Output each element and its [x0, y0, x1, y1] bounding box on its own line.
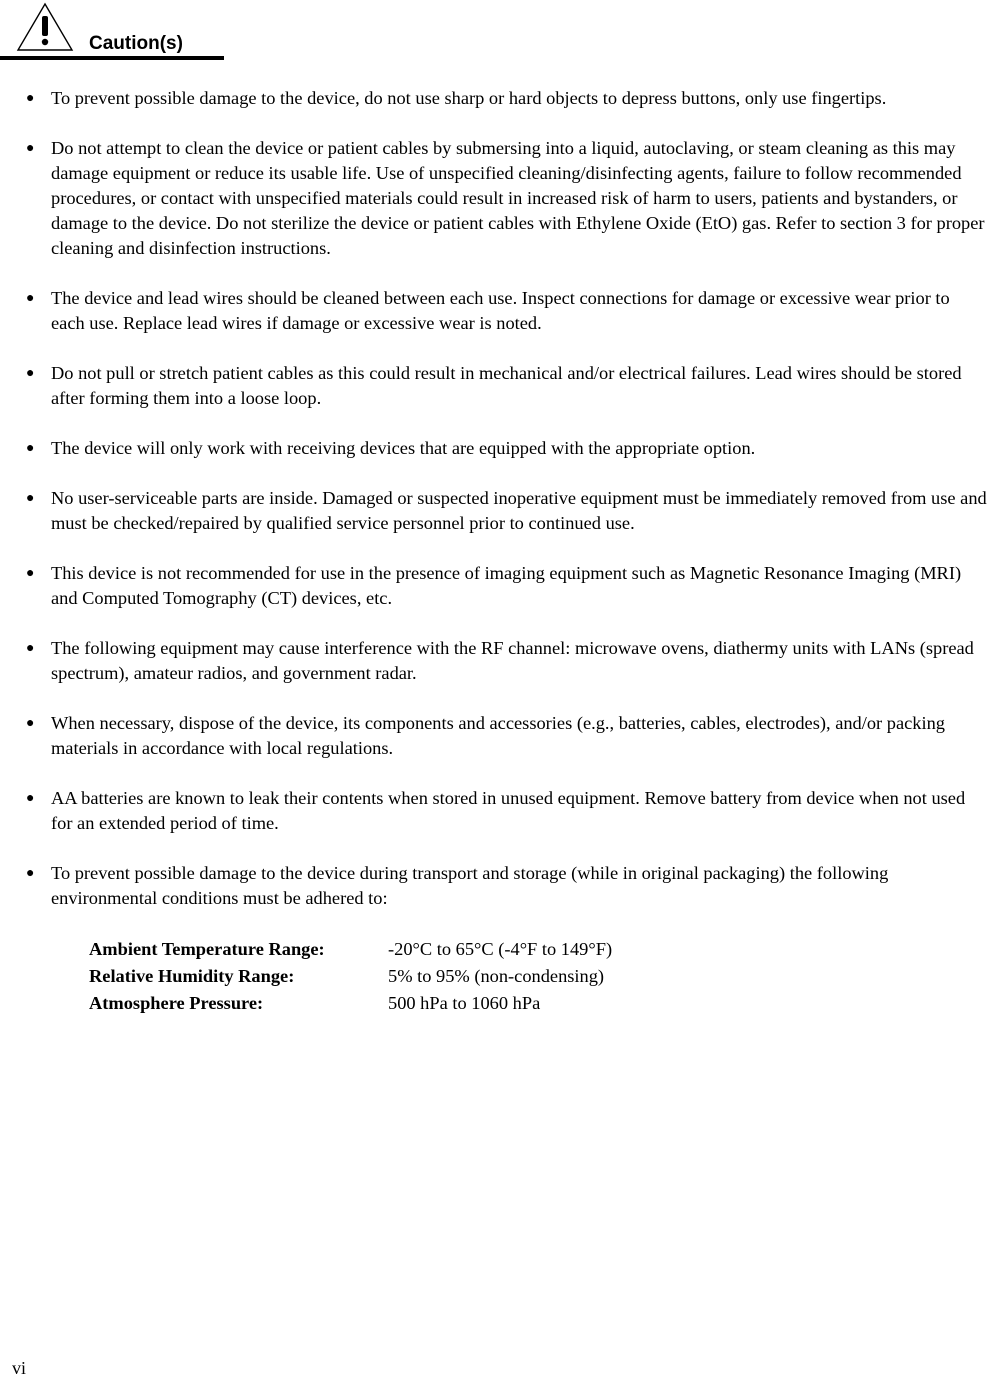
list-item [0, 861, 987, 1017]
list-item-text: The device will only work with receiving devices that are equipped with the appropriate option. [51, 438, 756, 458]
header-rule [0, 56, 224, 60]
bullet-icon: ● [26, 441, 35, 456]
list-item [0, 436, 987, 461]
list-item [0, 636, 987, 686]
bullet-icon: ● [26, 641, 35, 656]
list-item-text: AA batteries are known to leak their contents when stored in unused equipment. Remove battery from device when not used for an extended period of time. [51, 788, 966, 833]
environment-row [89, 990, 612, 1017]
list-item [0, 286, 987, 336]
list-item [0, 86, 987, 111]
list-item-text: The following equipment may cause interference with the RF channel: microwave ovens, diathermy units with LANs (spread spectrum), amateur radios, and government radar. [51, 638, 974, 683]
bullet-icon: ● [26, 866, 35, 881]
environment-value: 5% to 95% (non-condensing) [388, 966, 605, 986]
bullet-icon: ● [26, 291, 35, 306]
list-item [0, 136, 987, 261]
bullet-icon: ● [26, 566, 35, 581]
environment-row [89, 936, 612, 963]
caution-title: Caution(s) [89, 33, 183, 54]
list-item-text: Do not pull or stretch patient cables as this could result in mechanical and/or electrical failures. Lead wires should be stored after forming them into a loose loop. [51, 363, 962, 408]
environment-label: Atmosphere Pressure: [89, 993, 264, 1013]
caution-list [0, 86, 987, 1042]
list-item-text: When necessary, dispose of the device, its components and accessories (e.g., batteries, cables, electrodes), and/or packing materials in accordance with local regulations. [51, 713, 945, 758]
bullet-icon: ● [26, 716, 35, 731]
bullet-icon: ● [26, 791, 35, 806]
list-item [0, 786, 987, 836]
list-item [0, 561, 987, 611]
list-item [0, 361, 987, 411]
warning-triangle-icon [16, 2, 74, 52]
environment-value: -20°C to 65°C (-4°F to 149°F) [388, 939, 613, 959]
bullet-icon: ● [26, 91, 35, 106]
environment-row [89, 963, 612, 990]
list-item-text: Do not attempt to clean the device or patient cables by submersing into a liquid, autoclaving, or steam cleaning as this may damage equipment or reduce its usable life. Use of unspecified cleaning/disinfecting agents, failure to follow recommended procedures, or contact with unspecified materials could result in increased risk of harm to users, patients and bystanders, or damage to the device. Do not sterilize the device or patient cables with Ethylene Oxide (EtO) gas. Refer to section 3 for proper cleaning and disinfection instructions. [51, 138, 985, 258]
list-item [0, 711, 987, 761]
list-item-text: The device and lead wires should be cleaned between each use. Inspect connections for damage or excessive wear prior to each use. Replace lead wires if damage or excessive wear is noted. [51, 288, 950, 333]
list-item [0, 486, 987, 536]
list-item-text: This device is not recommended for use in the presence of imaging equipment such as Magnetic Resonance Imaging (MRI) and Computed Tomography (CT) devices, etc. [51, 563, 962, 608]
list-item-text: To prevent possible damage to the device during transport and storage (while in original packaging) the following environmental conditions must be adhered to: [51, 863, 889, 908]
environment-label: Ambient Temperature Range: [89, 939, 325, 959]
list-item-text: No user-serviceable parts are inside. Damaged or suspected inoperative equipment must be immediately removed from use and must be checked/repaired by qualified service personnel prior to continued use. [51, 488, 987, 533]
bullet-icon: ● [26, 366, 35, 381]
environment-table [89, 936, 612, 1017]
caution-header [0, 0, 224, 62]
list-item-text: To prevent possible damage to the device, do not use sharp or hard objects to depress buttons, only use fingertips. [51, 88, 887, 108]
page-number: vi [12, 1358, 27, 1378]
bullet-icon: ● [26, 491, 35, 506]
environment-value: 500 hPa to 1060 hPa [388, 993, 541, 1013]
bullet-icon: ● [26, 141, 35, 156]
environment-label: Relative Humidity Range: [89, 966, 295, 986]
